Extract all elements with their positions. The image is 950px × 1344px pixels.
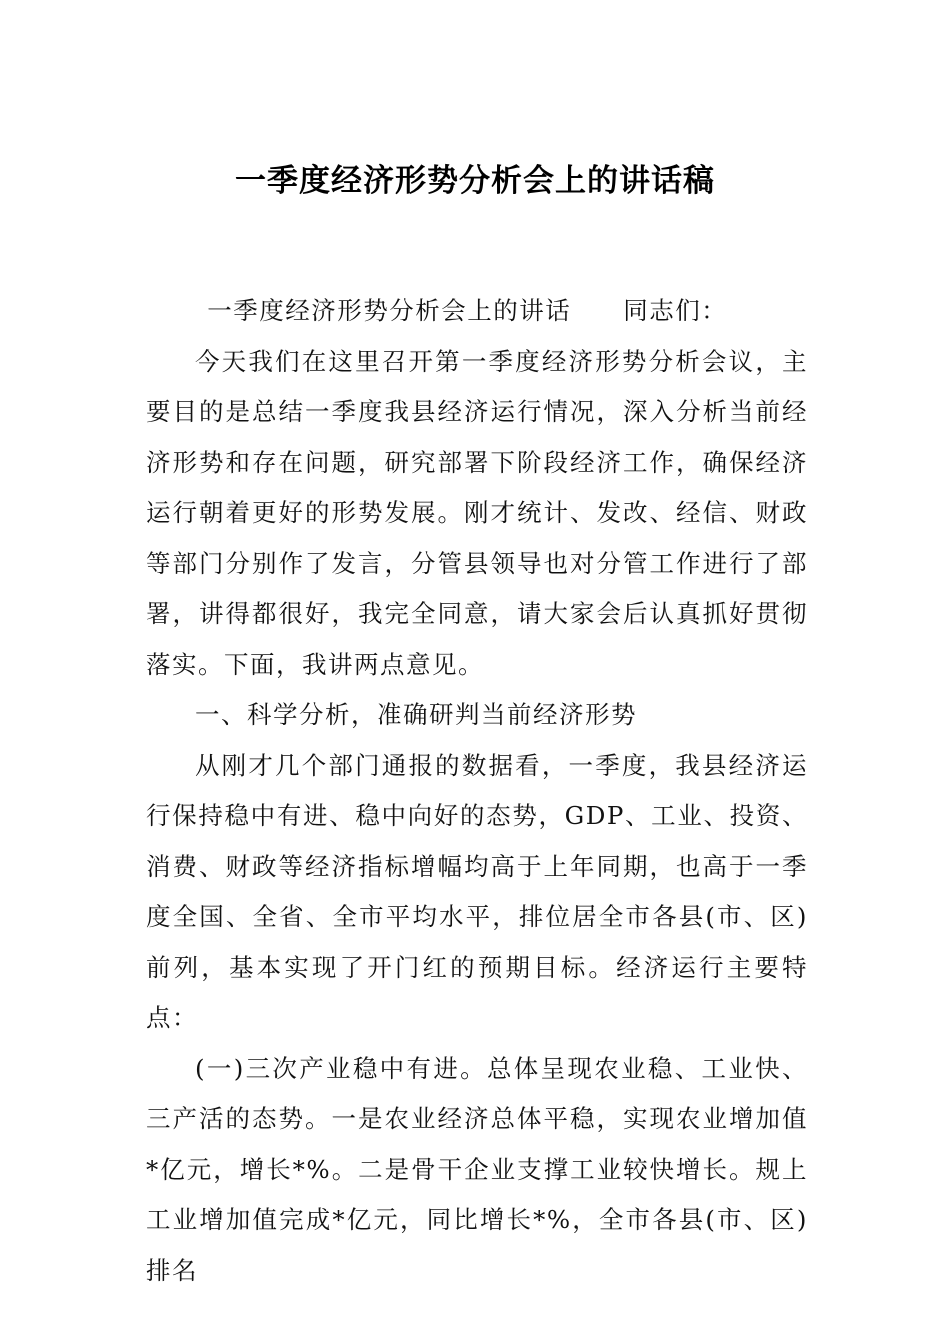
salutation: 同志们： — [623, 296, 728, 325]
intro-line — [146, 286, 808, 337]
document-title: 一季度经济形势分析会上的讲话稿 — [235, 163, 715, 199]
document-body — [146, 286, 808, 1296]
paragraph-analysis: 从刚才几个部门通报的数据看，一季度，我县经济运行保持稳中有进、稳中向好的态势，GDP、工业、投资、消费、财政等经济指标增幅均高于上年同期，也高于一季度全国、全省、全市平均水平，排位居全市各县(市、区)前列，基本实现了开门红的预期目标。经济运行主要特点： — [146, 750, 808, 1032]
intro-subtitle: 一季度经济形势分析会上的讲话 — [207, 296, 572, 325]
paragraph-industries: (一)三次产业稳中有进。总体呈现农业稳、工业快、三产活的态势。一是农业经济总体平稳，实现农业增加值*亿元，增长*%。二是骨干企业支撑工业较快增长。规上工业增加值完成*亿元，同比增长*%，全市各县(市、区)排名 — [146, 1053, 808, 1285]
paragraph-opening: 今天我们在这里召开第一季度经济形势分析会议，主要目的是总结一季度我县经济运行情况，深入分析当前经济形势和存在问题，研究部署下阶段经济工作，确保经济运行朝着更好的形势发展。刚才统计、发改、经信、财政等部门分别作了发言，分管县领导也对分管工作进行了部署，讲得都很好，我完全同意，请大家会后认真抓好贯彻落实。下面，我讲两点意见。 — [146, 346, 808, 679]
section-heading-1: 一、科学分析，准确研判当前经济形势 — [195, 700, 637, 729]
